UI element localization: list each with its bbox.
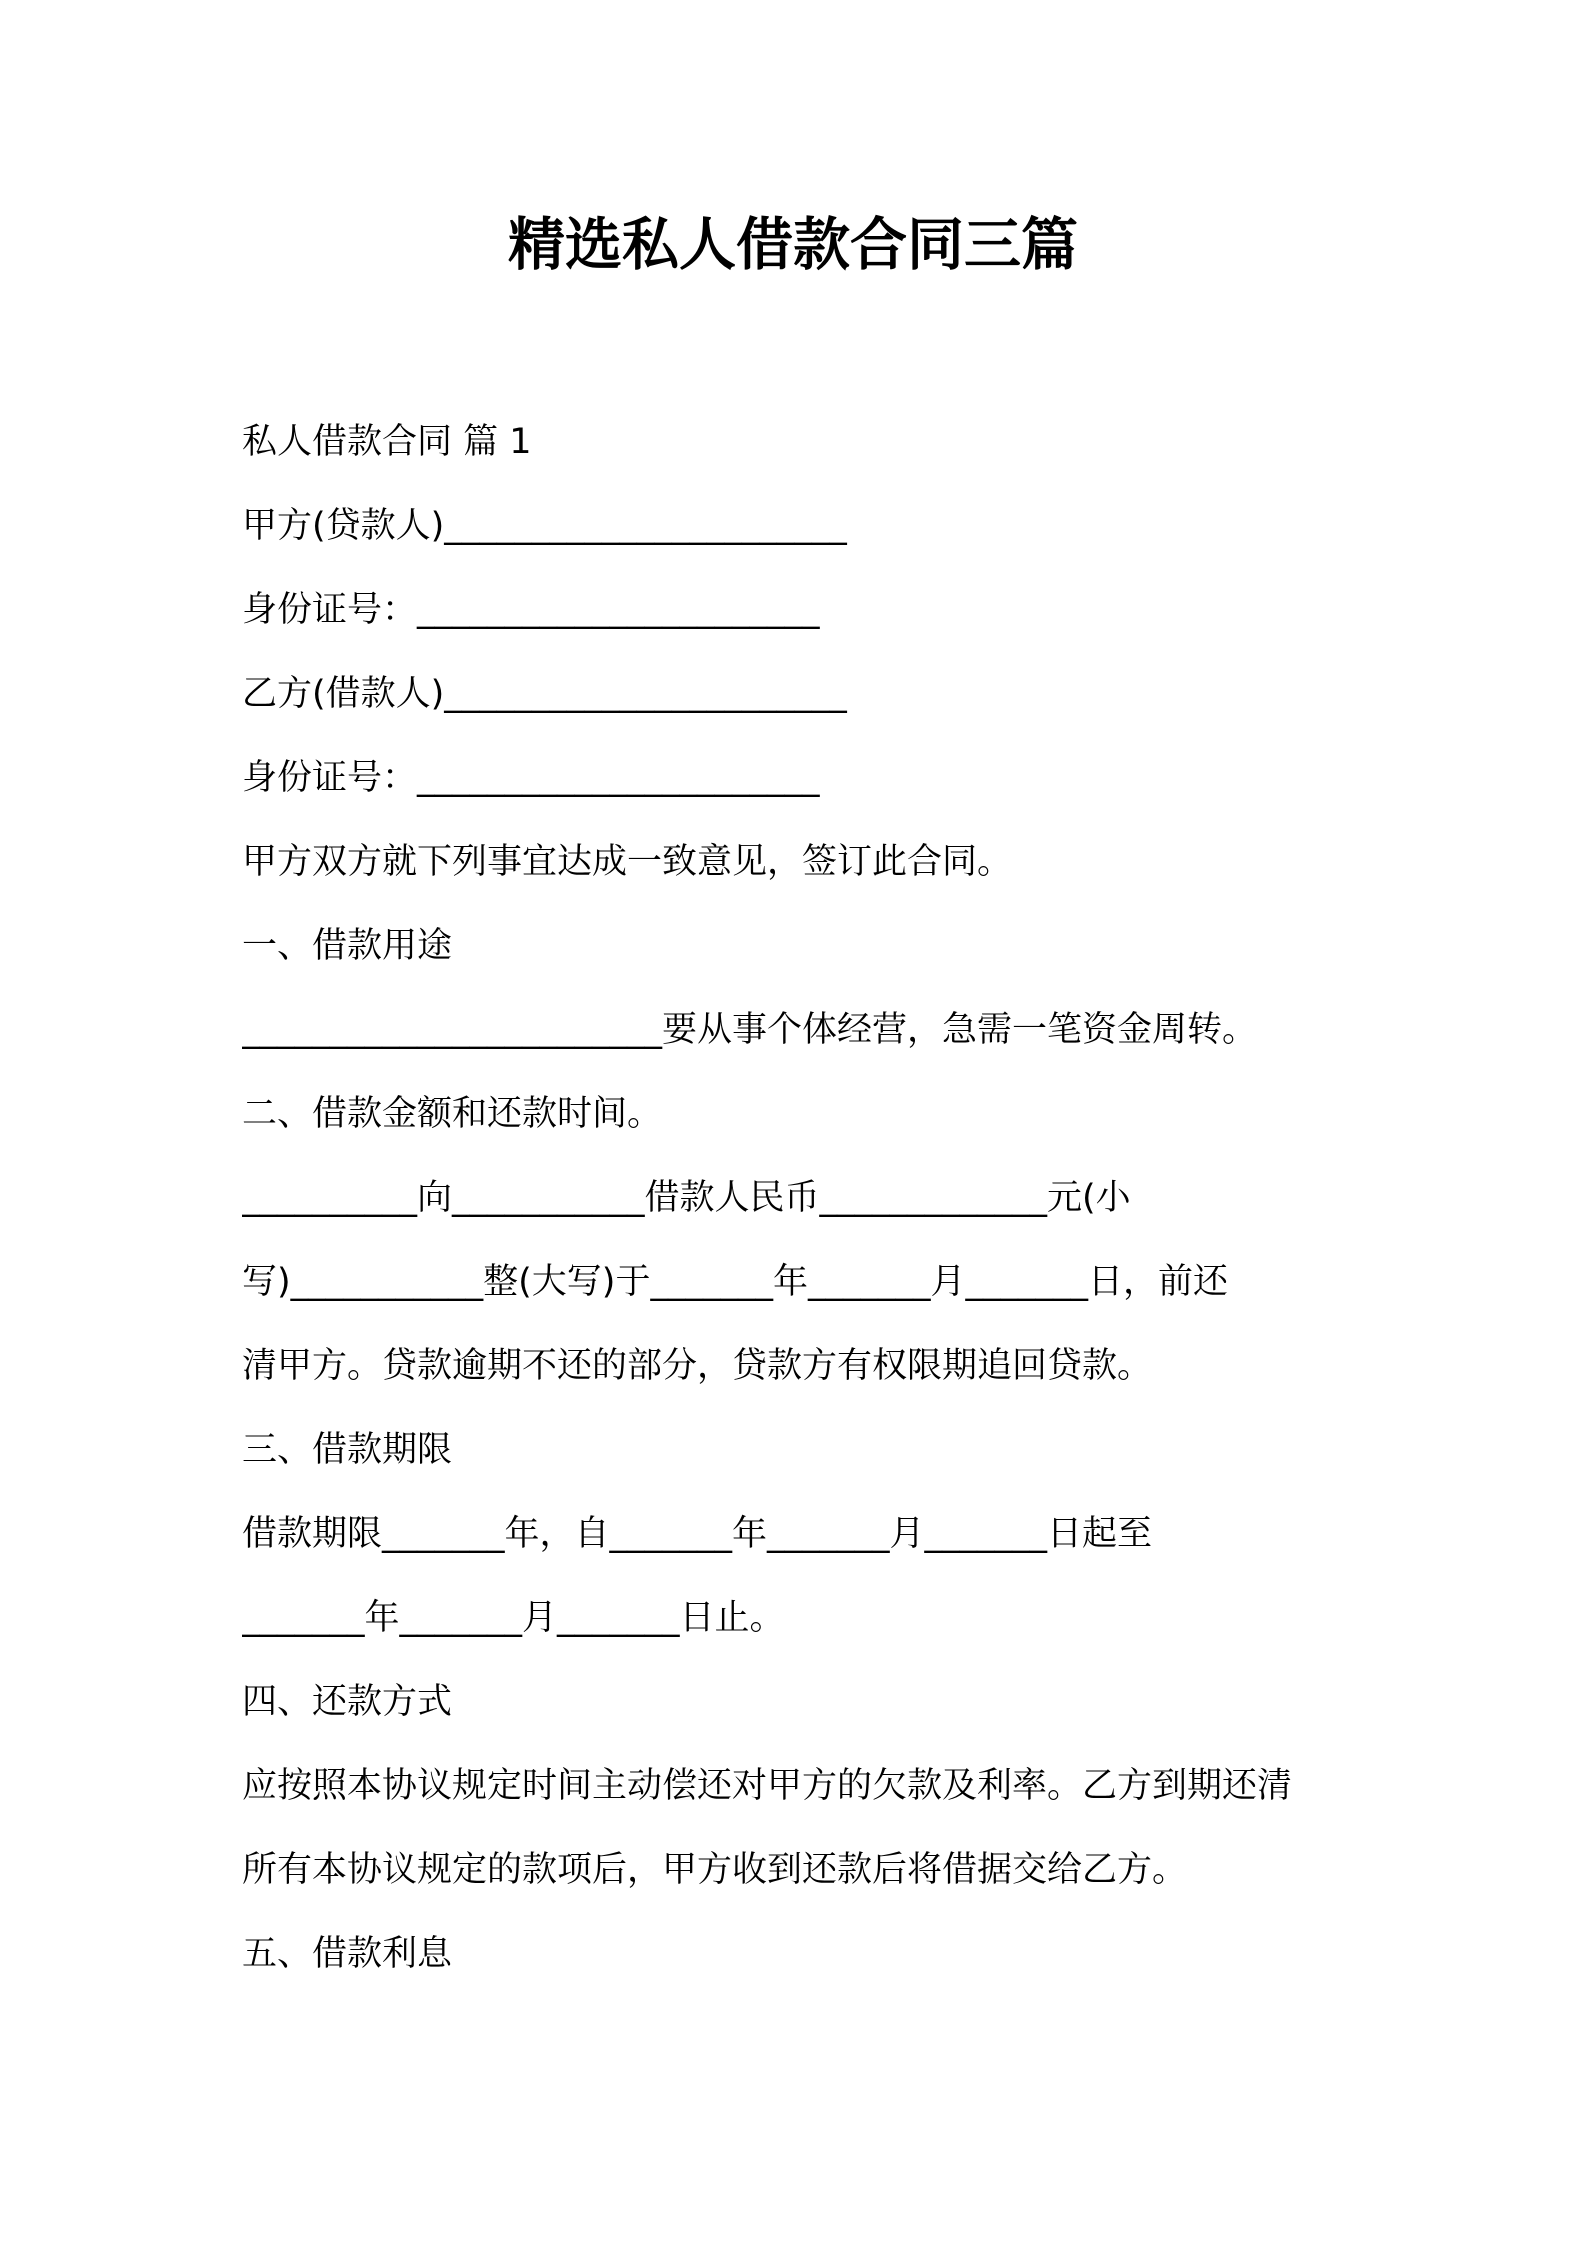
amount-text-line-3: 清甲方。贷款逾期不还的部分，贷款方有权限期追回贷款。 bbox=[242, 1346, 1153, 1386]
clause-heading-purpose: 一、借款用途 bbox=[242, 926, 453, 966]
clause-heading-interest: 五、借款利息 bbox=[242, 1934, 453, 1974]
document-title: 精选私人借款合同三篇 bbox=[508, 212, 1078, 278]
borrower-id-field-line: 身份证号：_______________________ bbox=[242, 758, 820, 798]
term-text-line-1: 借款期限_______年，自_______年_______月_______日起至 bbox=[242, 1514, 1153, 1554]
clause-heading-repayment: 四、还款方式 bbox=[242, 1682, 453, 1722]
section-heading-contract-1: 私人借款合同 篇 1 bbox=[242, 422, 532, 462]
clause-heading-amount: 二、借款金额和还款时间。 bbox=[242, 1094, 663, 1134]
borrower-field-line: 乙方(借款人)_______________________ bbox=[242, 674, 847, 714]
purpose-text-line: ________________________要从事个体经营，急需一笔资金周转。 bbox=[242, 1010, 1258, 1050]
agreement-intro-line: 甲方双方就下列事宜达成一致意见，签订此合同。 bbox=[242, 842, 1013, 882]
clause-heading-term: 三、借款期限 bbox=[242, 1430, 453, 1470]
term-text-line-2: _______年_______月_______日止。 bbox=[242, 1598, 785, 1638]
lender-id-field-line: 身份证号：_______________________ bbox=[242, 590, 820, 630]
document-body bbox=[242, 400, 1372, 1996]
lender-field-line: 甲方(贷款人)_______________________ bbox=[242, 506, 847, 546]
repayment-text-line-1: 应按照本协议规定时间主动偿还对甲方的欠款及利率。乙方到期还清 bbox=[242, 1766, 1293, 1806]
amount-text-line-1: __________向___________借款人民币_____________元(小 bbox=[242, 1178, 1131, 1218]
repayment-text-line-2: 所有本协议规定的款项后，甲方收到还款后将借据交给乙方。 bbox=[242, 1850, 1188, 1890]
amount-text-line-2: 写)___________整(大写)于_______年_______月_______日，前还 bbox=[242, 1262, 1228, 1302]
